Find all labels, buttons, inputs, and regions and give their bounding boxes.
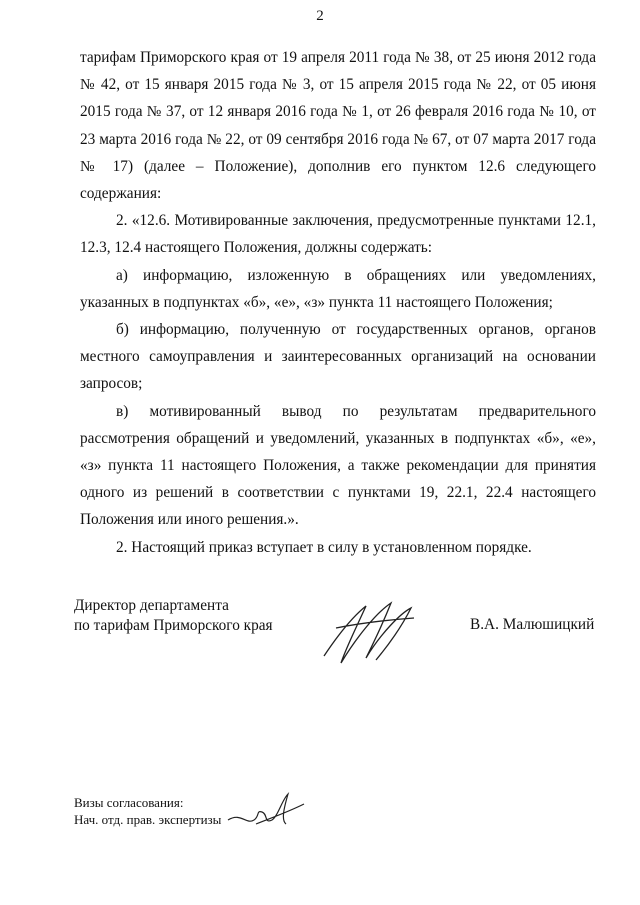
document-body [80,44,596,561]
visas-title: Визы согласования: [74,795,184,810]
signature-position-line2: по тарифам Приморского края [74,617,273,634]
paragraph-subitem-a: а) информацию, изложенную в обращениях или уведомлениях, указанных в подпунктах «б», «е», «з» пункта 11 настоящего Положения; [80,266,596,311]
paragraph-subitem-b: б) информацию, полученную от государственных органов, органов местного самоуправления и заинтересованных организаций на основании запросов; [80,321,596,393]
visas-line: Нач. отд. прав. экспертизы [74,812,222,827]
visa-signature-icon [226,790,306,835]
handwritten-signature-icon [316,598,426,668]
paragraph-subitem-v: в) мотивированный вывод по результатам предварительного рассмотрения обращений и уведомлений, указанных в подпунктах «б», «е», «з» пункта 11 настоящего Положения, а также рекомендации для принятия одного из решений в соответствии с пунктами 19, 22.1, 22.4 настоящего Положения или иного решения.». [80,402,596,529]
paragraph-effective: 2. Настоящий приказ вступает в силу в установленном порядке. [116,538,532,556]
paragraph-continuation: тарифам Приморского края от 19 апреля 2011 года № 38, от 25 июня 2012 года № 42, от 15 января 2015 года № 3, от 15 апреля 2015 года № 22, от 05 июня 2015 года № 37, от 12 января 2016 года № 1, от 26 февраля 2016 года № 10, от 23 марта 2016 года № 22, от 09 сентября 2016 года № 67, от 07 марта 2017 года № 17) (далее – Положение), дополнив его пунктом 12.6 следующего содержания: [80,49,596,203]
paragraph-item-2: 2. «12.6. Мотивированные заключения, предусмотренные пунктами 12.1, 12.3, 12.4 настоящего Положения, должны содержать: [80,212,596,257]
approval-visas [74,794,221,828]
page-number: 2 [316,8,324,24]
signatory-name: В.А. Малюшицкий [470,616,595,633]
signature-position-line1: Директор департамента [74,597,229,614]
